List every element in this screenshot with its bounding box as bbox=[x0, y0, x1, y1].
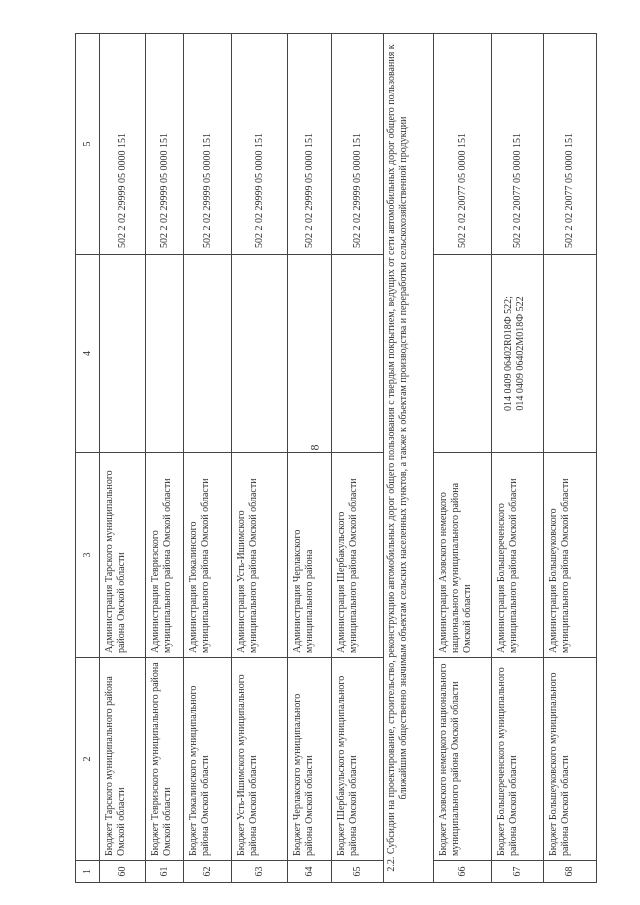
budget-code-cell-empty bbox=[100, 254, 384, 452]
recipient-cell: Бюджет Черлакского муниципального района Омской области bbox=[288, 657, 331, 860]
kbk-cell: 502 2 02 20077 05 0000 151 bbox=[456, 133, 468, 248]
administrator-cell: Администрация Шербакульского муниципального района Омской области bbox=[332, 452, 383, 657]
kbk-cell: 502 2 02 29999 05 0000 151 bbox=[253, 133, 265, 248]
administrator-cell: Администрация Тевризского муниципального района Омской области bbox=[146, 452, 183, 657]
kbk-cell: 502 2 02 29999 05 0000 151 bbox=[201, 133, 213, 248]
row-number: 61 bbox=[146, 860, 183, 882]
administrator-cell: Администрация Большеуковского муниципального района Омской области bbox=[544, 452, 596, 657]
header-col-4: 4 bbox=[76, 254, 99, 452]
header-col-1: 1 bbox=[76, 860, 99, 882]
recipient-cell: Бюджет Тарского муниципального района Омской области bbox=[100, 657, 145, 860]
administrator-cell: Администрация Усть-Ишимского муниципального района Омской области bbox=[232, 452, 287, 657]
table-row bbox=[544, 34, 596, 882]
recipient-cell: Бюджет Усть-Ишимского муниципального района Омской области bbox=[232, 657, 287, 860]
table-row bbox=[288, 34, 332, 882]
kbk-cell: 502 2 02 20077 05 0000 151 bbox=[564, 133, 575, 248]
section-2-2-heading: 2.2. Субсидии на проектирование, строительство, реконструкцию автомобильных дорог общего пользования с твердым покрытием, ведущих от сети автомобильных дорог общего пользования к ближайшим общественно значимым объектам сельских населенных пунктов, а также к объектам производства и переработки сельскохозяйственной продукции bbox=[384, 34, 434, 882]
table-row bbox=[232, 34, 288, 882]
page-number: 8 bbox=[307, 444, 322, 451]
table-row bbox=[146, 34, 184, 882]
table-row bbox=[184, 34, 232, 882]
recipient-cell: Бюджет Тевризского муниципального района Омской области bbox=[146, 657, 183, 860]
administrator-cell: Администрация Большереченского муниципального района Омской области bbox=[492, 452, 543, 657]
header-col-3: 3 bbox=[76, 452, 99, 657]
administrator-cell: Администрация Тюкалинского муниципального района Омской области bbox=[184, 452, 231, 657]
recipient-cell: Бюджет Большеуковского муниципального района Омской области bbox=[544, 657, 596, 860]
kbk-cell: 502 2 02 29999 05 0000 151 bbox=[351, 133, 363, 248]
table-header-row bbox=[76, 34, 100, 882]
header-col-5: 5 bbox=[81, 141, 93, 147]
administrator-cell: Администрация Азовского немецкого национального муниципального района Омской области bbox=[434, 452, 491, 657]
row-number: 62 bbox=[184, 860, 231, 882]
row-number: 67 bbox=[492, 860, 543, 882]
administrator-cell: Администрация Тарского муниципального района Омской области bbox=[100, 452, 145, 657]
row-number: 64 bbox=[288, 860, 331, 882]
header-col-2: 2 bbox=[76, 657, 99, 860]
budget-table bbox=[75, 33, 597, 883]
kbk-cell: 502 2 02 29999 05 0000 151 bbox=[116, 133, 128, 248]
administrator-cell: Администрация Черлакского муниципального района bbox=[288, 452, 331, 657]
recipient-cell: Бюджет Тюкалинского муниципального района Омской области bbox=[184, 657, 231, 860]
row-number: 60 bbox=[100, 860, 145, 882]
kbk-cell: 502 2 02 29999 05 0000 151 bbox=[158, 133, 170, 248]
table-row bbox=[492, 34, 544, 882]
row-number: 63 bbox=[232, 860, 287, 882]
table-row bbox=[332, 34, 384, 882]
row-number: 66 bbox=[434, 860, 491, 882]
table-row bbox=[434, 34, 492, 882]
recipient-cell: Бюджет Большереченского муниципального района Омской области bbox=[492, 657, 543, 860]
budget-code-cell: 014 0409 06402R018Ф 522; 014 0409 06402М018Ф 522 bbox=[434, 254, 596, 452]
row-number: 65 bbox=[332, 860, 383, 882]
row-number: 68 bbox=[544, 860, 596, 882]
kbk-cell: 502 2 02 29999 05 0000 151 bbox=[303, 133, 315, 248]
table-row bbox=[100, 34, 146, 882]
recipient-cell: Бюджет Азовского немецкого национального муниципального района Омской области bbox=[434, 657, 491, 860]
kbk-cell: 502 2 02 20077 05 0000 151 bbox=[511, 133, 523, 248]
recipient-cell: Бюджет Шербакульского муниципального района Омской области bbox=[332, 657, 383, 860]
